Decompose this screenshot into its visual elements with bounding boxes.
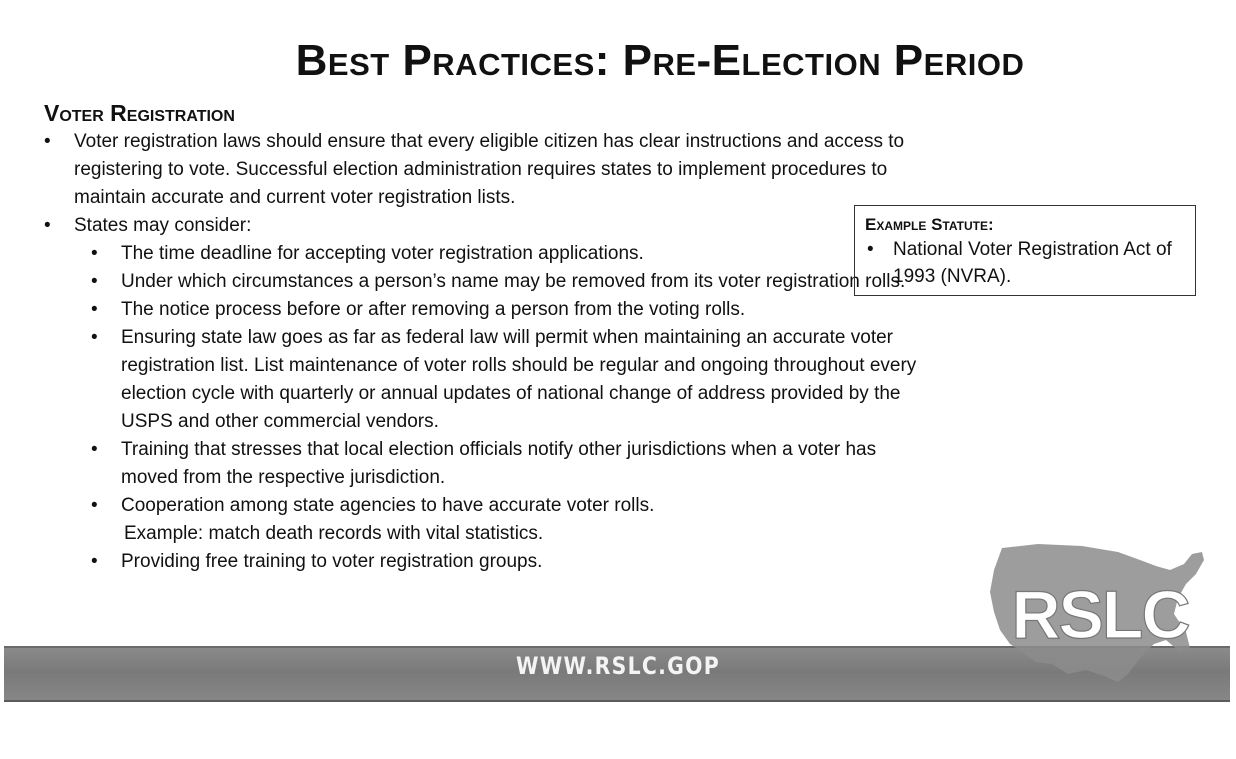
page-title: Best Practices: Pre-Election Period [295,36,1025,85]
sub-bullet-text: Cooperation among state agencies to have accurate voter rolls. [121,495,655,516]
sub-bullet-item [74,268,920,296]
sub-bullet-item [74,324,920,436]
sub-bullet-item [74,492,920,548]
statute-heading: Example Statute: [865,215,994,234]
section-heading-voter-registration: Voter Registration [44,100,235,126]
sub-bullet-item [74,548,920,576]
logo-text: RSLC [1011,577,1189,653]
sub-bullet-item [74,296,920,324]
main-content [40,128,920,576]
sub-bullet-item [74,240,920,268]
bullet-list [40,128,920,576]
sub-bullet-text: The notice process before or after removing a person from the voting rolls. [121,299,746,320]
footer-url: WWW.RSLC.GOP [515,652,721,680]
sub-bullet-text: The time deadline for accepting voter registration applications. [121,243,644,264]
statute-list [865,236,1185,290]
sub-bullet-text: Ensuring state law goes as far as federal law will permit when maintaining an accurate voter registration list. List maintenance of voter rolls should be regular and ongoing throughout every election cycle with quarterly or annual updates of national change of address provided by the USPS and other commercial vendors. [121,327,917,432]
sub-bullet-item [74,436,920,492]
sub-bullet-example-note: Example: match death records with vital statistics. [124,523,544,544]
bullet-item [40,128,920,212]
bullet-item [40,212,920,576]
sub-bullet-text: Under which circumstances a person’s name may be removed from its voter registration rolls. [121,271,906,292]
bullet-text: Voter registration laws should ensure that every eligible citizen has clear instructions and access to registering to vote. Successful election administration requires states to implement procedures to maintain accurate and current voter registration lists. [74,131,905,208]
statute-item [865,236,1185,290]
statute-item-text: National Voter Registration Act of 1993 (NVRA). [893,239,1172,287]
sub-bullet-text: Training that stresses that local election officials notify other jurisdictions when a voter has moved from the respective jurisdiction. [121,439,877,488]
bullet-text: States may consider: [74,215,252,236]
sub-bullet-text: Providing free training to voter registration groups. [121,551,543,572]
rslc-logo [980,540,1220,690]
example-statute-box [854,205,1196,296]
sub-bullet-list [74,240,920,576]
